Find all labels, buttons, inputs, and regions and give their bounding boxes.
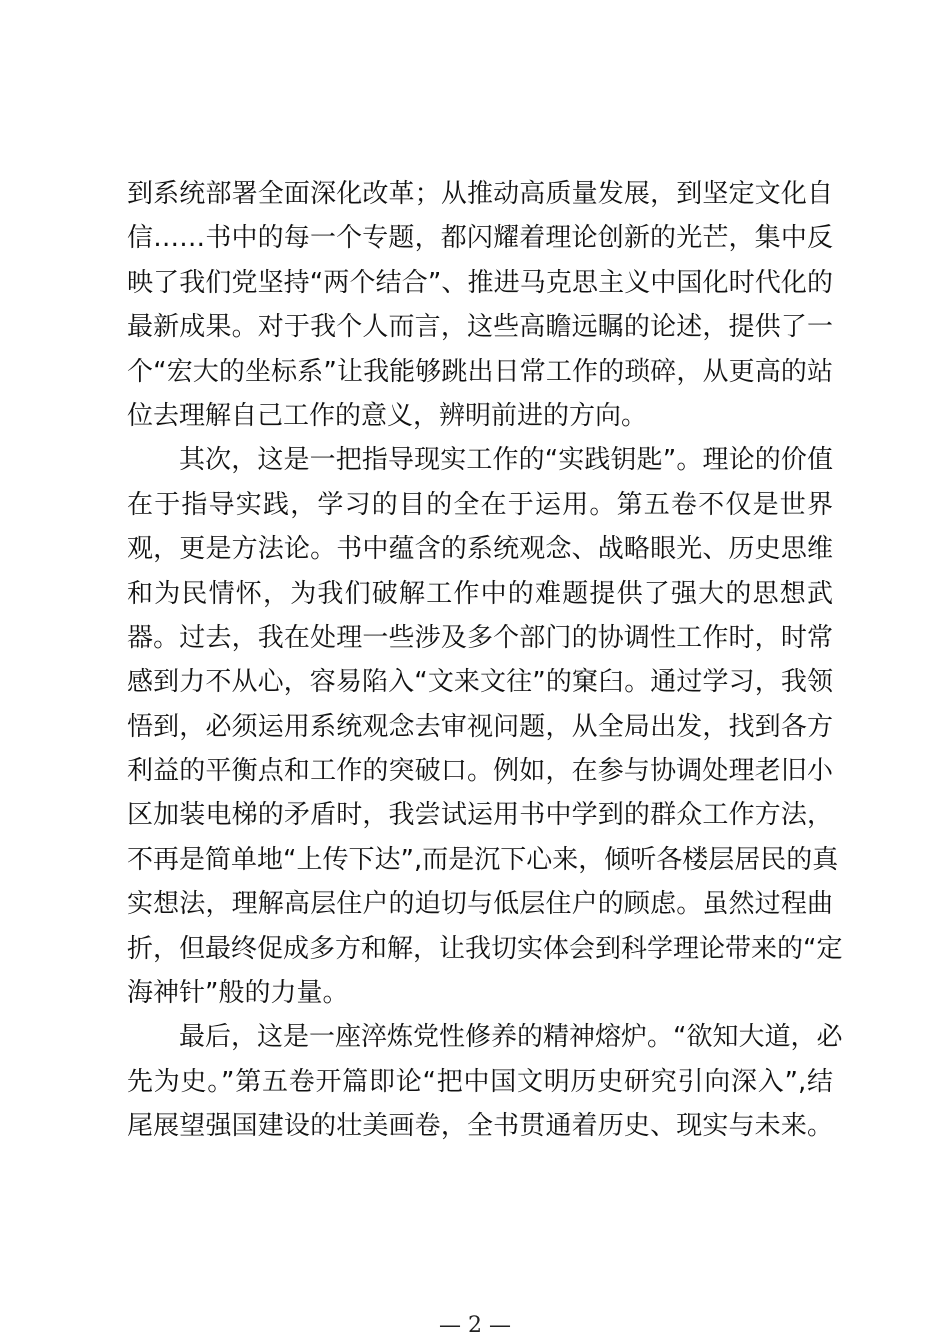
paragraph-1 — [127, 172, 833, 438]
text-line: 折，但最终促成多方和解，让我切实体会到科学理论带来的“定 — [127, 933, 843, 964]
text-line: 利益的平衡点和工作的突破口。例如，在参与协调处理老旧小 — [127, 756, 833, 787]
text-line: 其次，这是一把指导现实工作的“实践钥匙”。理论的价值 — [179, 445, 833, 476]
text-line: 器。过去，我在处理一些涉及多个部门的协调性工作时，时常 — [127, 622, 833, 653]
page-number: — 2 — — [439, 1313, 511, 1338]
text-line: 和为民情怀，为我们破解工作中的难题提供了强大的思想武 — [127, 578, 833, 609]
text-line: 悟到，必须运用系统观念去审视问题，从全局出发，找到各方 — [127, 711, 833, 742]
text-line: 海神针”般的力量。 — [127, 978, 349, 1009]
text-line: 映了我们党坚持“两个结合”、推进马克思主义中国化时代化的 — [127, 267, 833, 298]
text-line: 到系统部署全面深化改革；从推动高质量发展，到坚定文化自 — [127, 179, 833, 209]
text-line: 实想法，理解高层住户的迫切与低层住户的顾虑。虽然过程曲 — [127, 889, 833, 920]
document-body — [127, 172, 843, 1149]
text-line: 先为史。”第五卷开篇即论“把中国文明历史研究引向深入”,结 — [127, 1066, 833, 1097]
paragraph-2 — [127, 438, 843, 1015]
text-line: 在于指导实践，学习的目的全在于运用。第五卷不仅是世界 — [127, 489, 833, 520]
text-line: 观，更是方法论。书中蕴含的系统观念、战略眼光、历史思维 — [127, 534, 833, 565]
text-line: 位去理解自己工作的意义，辨明前进的方向。 — [127, 400, 648, 431]
text-line: 不再是简单地“上传下达”,而是沉下心来，倾听各楼层居民的真 — [127, 844, 839, 875]
text-line: 信……书中的每一个专题，都闪耀着理论创新的光芒，集中反 — [127, 223, 833, 254]
paragraph-3 — [127, 1015, 843, 1148]
text-line: 最新成果。对于我个人而言，这些高瞻远瞩的论述，提供了一 — [127, 312, 833, 343]
text-line: 感到力不从心，容易陷入“文来文往”的窠臼。通过学习，我领 — [127, 667, 833, 698]
text-line: 个“宏大的坐标系”让我能够跳出日常工作的琐碎，从更高的站 — [127, 356, 833, 387]
text-line: 区加装电梯的矛盾时，我尝试运用书中学到的群众工作方法， — [127, 800, 833, 831]
text-line: 最后，这是一座淬炼党性修养的精神熔炉。“欲知大道，必 — [179, 1022, 843, 1053]
text-line: 尾展望强国建设的壮美画卷，全书贯通着历史、现实与未来。 — [127, 1111, 833, 1142]
